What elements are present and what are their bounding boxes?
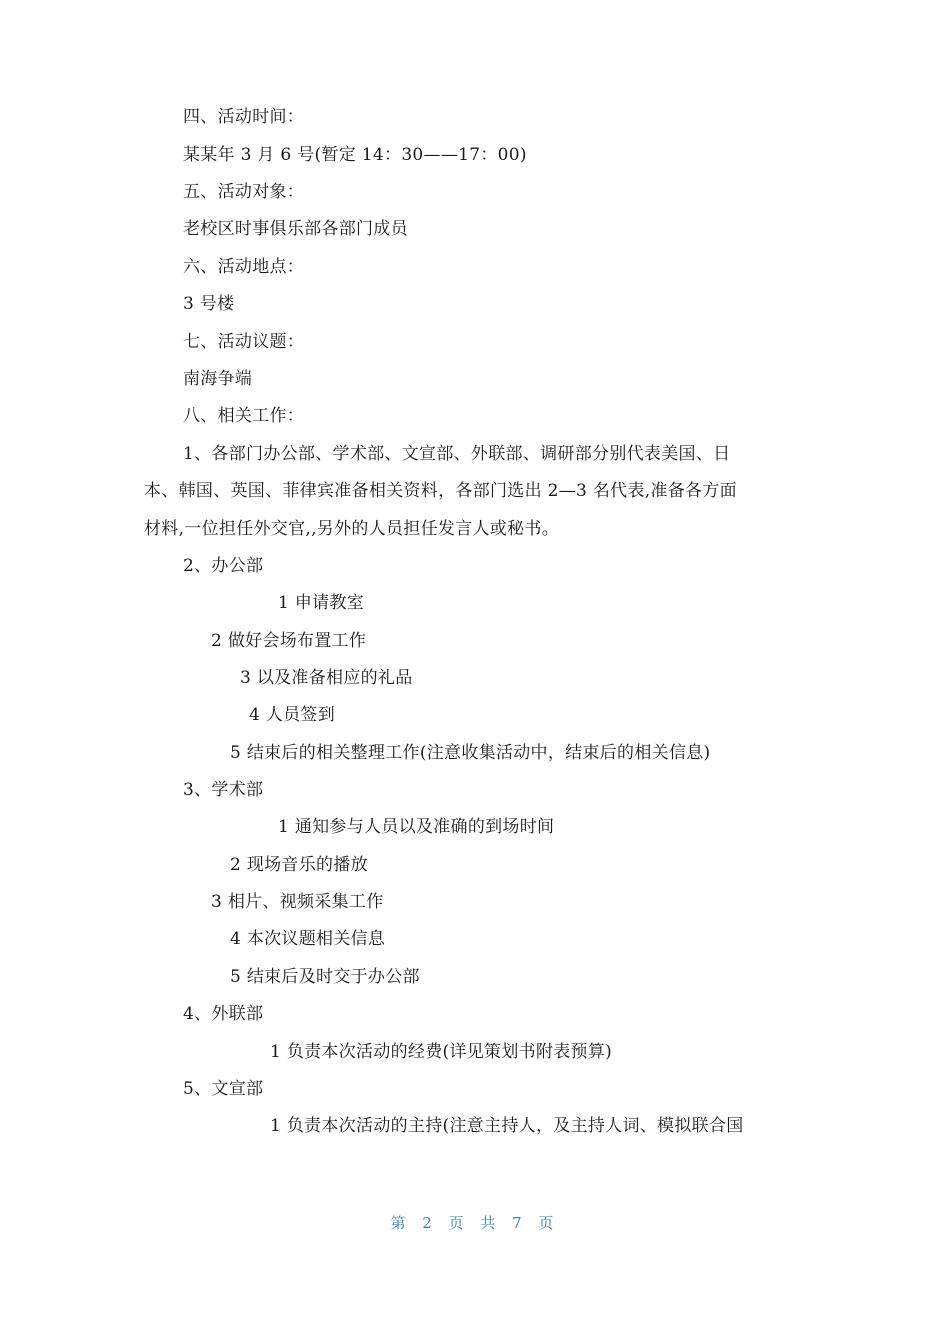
list-item: 1 负责本次活动的经费(详见策划书附表预算)	[270, 1042, 613, 1062]
subheading-office: 2、办公部	[183, 556, 264, 576]
list-item: 5 结束后及时交于办公部	[230, 967, 420, 987]
list-item: 2 做好会场布置工作	[211, 631, 367, 651]
paragraph-audience: 老校区时事俱乐部各部门成员	[183, 219, 408, 239]
list-item: 5 结束后的相关整理工作(注意收集活动中，结束后的相关信息)	[230, 743, 711, 763]
list-item: 1 申请教室	[278, 593, 365, 613]
paragraph-work-line-2: 本、韩国、英国、菲律宾准备相关资料，各部门选出 2—3 名代表,准备各方面	[144, 481, 737, 501]
list-item: 4 人员签到	[249, 705, 336, 725]
section-heading-location: 六、活动地点：	[183, 257, 305, 277]
list-item: 1 负责本次活动的主持(注意主持人，及主持人词、模拟联合国	[270, 1116, 744, 1136]
section-heading-audience: 五、活动对象：	[183, 182, 305, 202]
list-item: 3 以及准备相应的礼品	[240, 668, 413, 688]
subheading-academic: 3、学术部	[183, 780, 264, 800]
paragraph-topic: 南海争端	[183, 369, 253, 389]
paragraph-location: 3 号楼	[183, 294, 235, 314]
section-heading-time: 四、活动时间：	[183, 107, 305, 127]
section-heading-work: 八、相关工作：	[183, 406, 305, 426]
list-item: 2 现场音乐的播放	[230, 855, 368, 875]
list-item: 1 通知参与人员以及准确的到场时间	[278, 817, 555, 837]
subheading-external: 4、外联部	[183, 1004, 264, 1024]
section-heading-topic: 七、活动议题：	[183, 332, 305, 352]
paragraph-work-line-1: 1、各部门办公部、学术部、文宣部、外联部、调研部分别代表美国、日	[183, 444, 731, 464]
paragraph-work-line-3: 材料,一位担任外交官,,另外的人员担任发言人或秘书。	[144, 519, 560, 539]
list-item: 4 本次议题相关信息	[230, 929, 386, 949]
page-footer: 第 2 页 共 7 页	[390, 1214, 560, 1232]
list-item: 3 相片、视频采集工作	[211, 892, 384, 912]
paragraph-time: 某某年 3 月 6 号(暂定 14：30——17：00)	[183, 145, 527, 165]
subheading-publicity: 5、文宣部	[183, 1079, 264, 1099]
